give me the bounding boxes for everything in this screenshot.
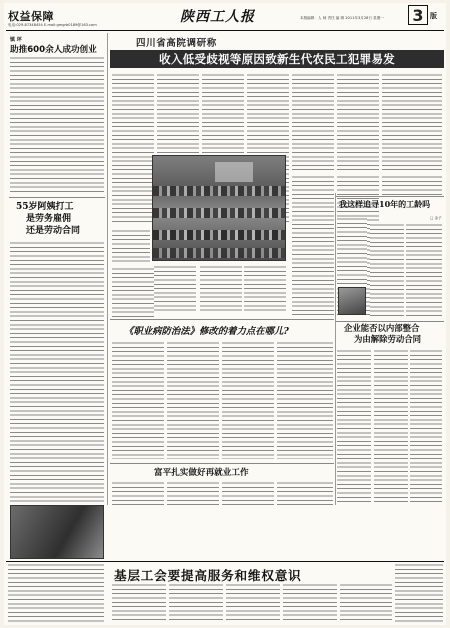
left-mid-headline-line-1: 55岁阿姨打工 (16, 202, 74, 212)
right-lower-headline-block (344, 323, 444, 345)
lead-col-lower-7 (382, 175, 442, 195)
right-mid-rule (336, 196, 444, 197)
law-col-4 (277, 341, 333, 459)
bottom-top-rule (6, 561, 444, 562)
lead-headline: 收入低受歧视等原因致新生代农民工犯罪易发 (159, 52, 395, 66)
employment-col-1 (112, 481, 164, 505)
right-mid-col-3 (406, 223, 442, 317)
center-right-rule (335, 193, 336, 505)
lead-headline-bar (110, 50, 444, 68)
right-mid-col-1 (337, 217, 367, 285)
portrait-photo (338, 287, 366, 315)
classroom-photo (152, 155, 286, 261)
left-mid-headline-line-2: 是劳务雇佣 (26, 214, 72, 224)
bottom-col-1 (8, 563, 104, 623)
masthead-email: 电话:029-87348454 E-mail:gmgrb0189@163.com (8, 23, 97, 27)
employment-rule (110, 463, 334, 464)
lead-col-5 (292, 73, 334, 173)
right-lower-col-3 (410, 349, 442, 505)
lead-col-1 (112, 73, 154, 223)
employment-headline: 富平扎实做好再就业工作 (154, 468, 249, 478)
law-top-rule (110, 319, 334, 320)
right-lower-rule (336, 321, 444, 322)
page-label: 版 (430, 12, 437, 20)
bottom-headline: 基层工会要提高服务和维权意识 (114, 568, 302, 583)
section-title: 权益保障 (8, 10, 54, 23)
employment-col-3 (222, 481, 274, 505)
law-col-1 (112, 341, 164, 459)
left-bottom-photo (10, 505, 104, 559)
left-column-rule (107, 33, 108, 505)
right-lower-col-2 (374, 349, 408, 505)
lead-col-6 (337, 73, 379, 173)
right-mid-byline: □ 金子 (430, 216, 442, 220)
law-col-3 (222, 341, 274, 459)
bottom-col-4 (226, 583, 280, 623)
newspaper-page (4, 3, 446, 625)
left-mid-headline-line-3: 还是劳动合同 (26, 226, 81, 236)
law-headline: 《职业病防治法》修改的着力点在哪儿? (124, 326, 289, 337)
employment-col-2 (167, 481, 219, 505)
left-top-headline: 助推600余人成功创业 (10, 45, 97, 55)
right-lower-col-1 (337, 349, 371, 505)
employment-col-4 (277, 481, 333, 505)
right-mid-headline: 我这样追寻10年的工龄吗 (339, 199, 431, 209)
lead-col-lower-2 (154, 265, 196, 313)
lead-col-lower-5 (292, 175, 334, 315)
bottom-col-2 (112, 583, 166, 623)
right-lower-headline-line-2: 为由解除劳动合同 (354, 334, 421, 344)
left-top-kicker: 镇 坪 (10, 37, 22, 43)
right-lower-headline-line-1: 企业能否以内部整合 (344, 323, 420, 333)
lead-col-lower-3 (200, 265, 242, 313)
law-col-2 (167, 341, 219, 459)
masthead-rule (6, 30, 444, 31)
lead-kicker: 四川省高院调研称 (136, 38, 217, 49)
bottom-col-7 (395, 563, 443, 623)
bottom-col-3 (169, 583, 223, 623)
bottom-col-6 (340, 583, 392, 623)
page-number: 3 (412, 6, 424, 25)
lead-col-7 (382, 73, 442, 173)
page-number-box (408, 5, 428, 25)
photo-caption (112, 229, 150, 263)
bottom-col-5 (283, 583, 337, 623)
paper-name: 陕西工人报 (180, 9, 255, 25)
lead-col-lower-1 (112, 267, 154, 317)
left-divider (9, 197, 105, 198)
left-top-body (10, 56, 104, 194)
right-mid-col-2 (370, 223, 404, 317)
left-mid-headline-block (16, 201, 106, 237)
lead-col-lower-4 (244, 265, 286, 313)
issue-info: 本版编辑：人 师 责任 编 辑 2011年3月28日 星期一 (300, 16, 384, 20)
left-mid-body (10, 241, 104, 504)
